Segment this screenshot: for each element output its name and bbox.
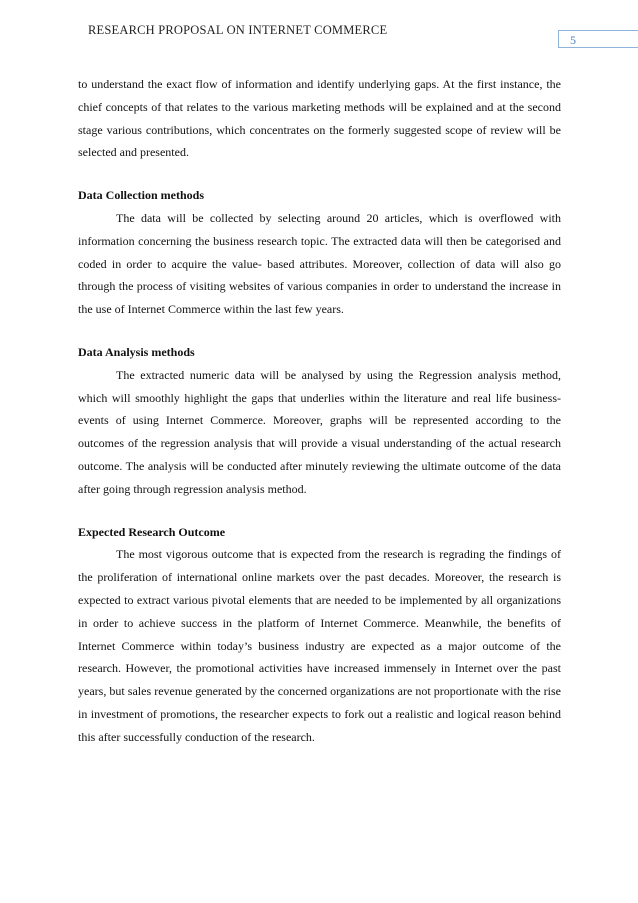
section-heading: Expected Research Outcome	[78, 524, 226, 539]
page-number-box	[558, 30, 638, 48]
intro-paragraph: to understand the exact flow of information and identify underlying gaps. At the first instance, the chief concepts of that relates to the various marketing methods will be explained and at the second stage various contributions, which concentrates on the formerly suggested scope of review will be selected and presented.	[78, 77, 561, 160]
section-heading: Data Analysis methods	[78, 344, 195, 359]
section-data-collection	[78, 184, 561, 321]
section-heading: Data Collection methods	[78, 188, 204, 203]
body-content	[78, 73, 561, 749]
section-spacer	[78, 164, 561, 184]
section-spacer	[78, 501, 561, 521]
section-expected-outcome	[78, 521, 561, 749]
section-data-analysis	[78, 341, 561, 501]
section-paragraph: The most vigorous outcome that is expected from the research is regrading the findings of the proliferation of international online markets over the past decades. Moreover, the research is expected to extract various pivotal elements that are needed to be implemented by all organizations in order to achieve success in the platform of Internet Commerce. Meanwhile, the benefits of Internet Commerce within today’s business industry are expected as a major outcome of the research. However, the promotional activities have increased immensely in Internet over the past years, but sales revenue generated by the concerned organizations are not proportionate with the rise in investment of promotions, the researcher expects to fork out a realistic and logical reason behind this after successfully conduction of the research.	[78, 547, 561, 744]
section-spacer	[78, 321, 561, 341]
section-paragraph: The extracted numeric data will be analysed by using the Regression analysis method, which will smoothly highlight the gaps that underlies within the literature and real life business- events of using Internet Commerce. Moreover, graphs will be represented according to the outcomes of the regression analysis that will provide a visual understanding of the actual research outcome. The analysis will be conducted after minutely reviewing the ultimate outcome of the data after going through regression analysis method.	[78, 367, 561, 496]
section-paragraph: The data will be collected by selecting around 20 articles, which is overflowed with information concerning the business research topic. The extracted data will then be categorised and coded in order to acquire the value- based attributes. Moreover, collection of data will also go through the process of visiting websites of various companies in order to understand the increase in the use of Internet Commerce within the last few years.	[78, 210, 561, 317]
page-number: 5	[570, 33, 576, 47]
running-header-title: RESEARCH PROPOSAL ON INTERNET COMMERCE	[88, 23, 388, 37]
